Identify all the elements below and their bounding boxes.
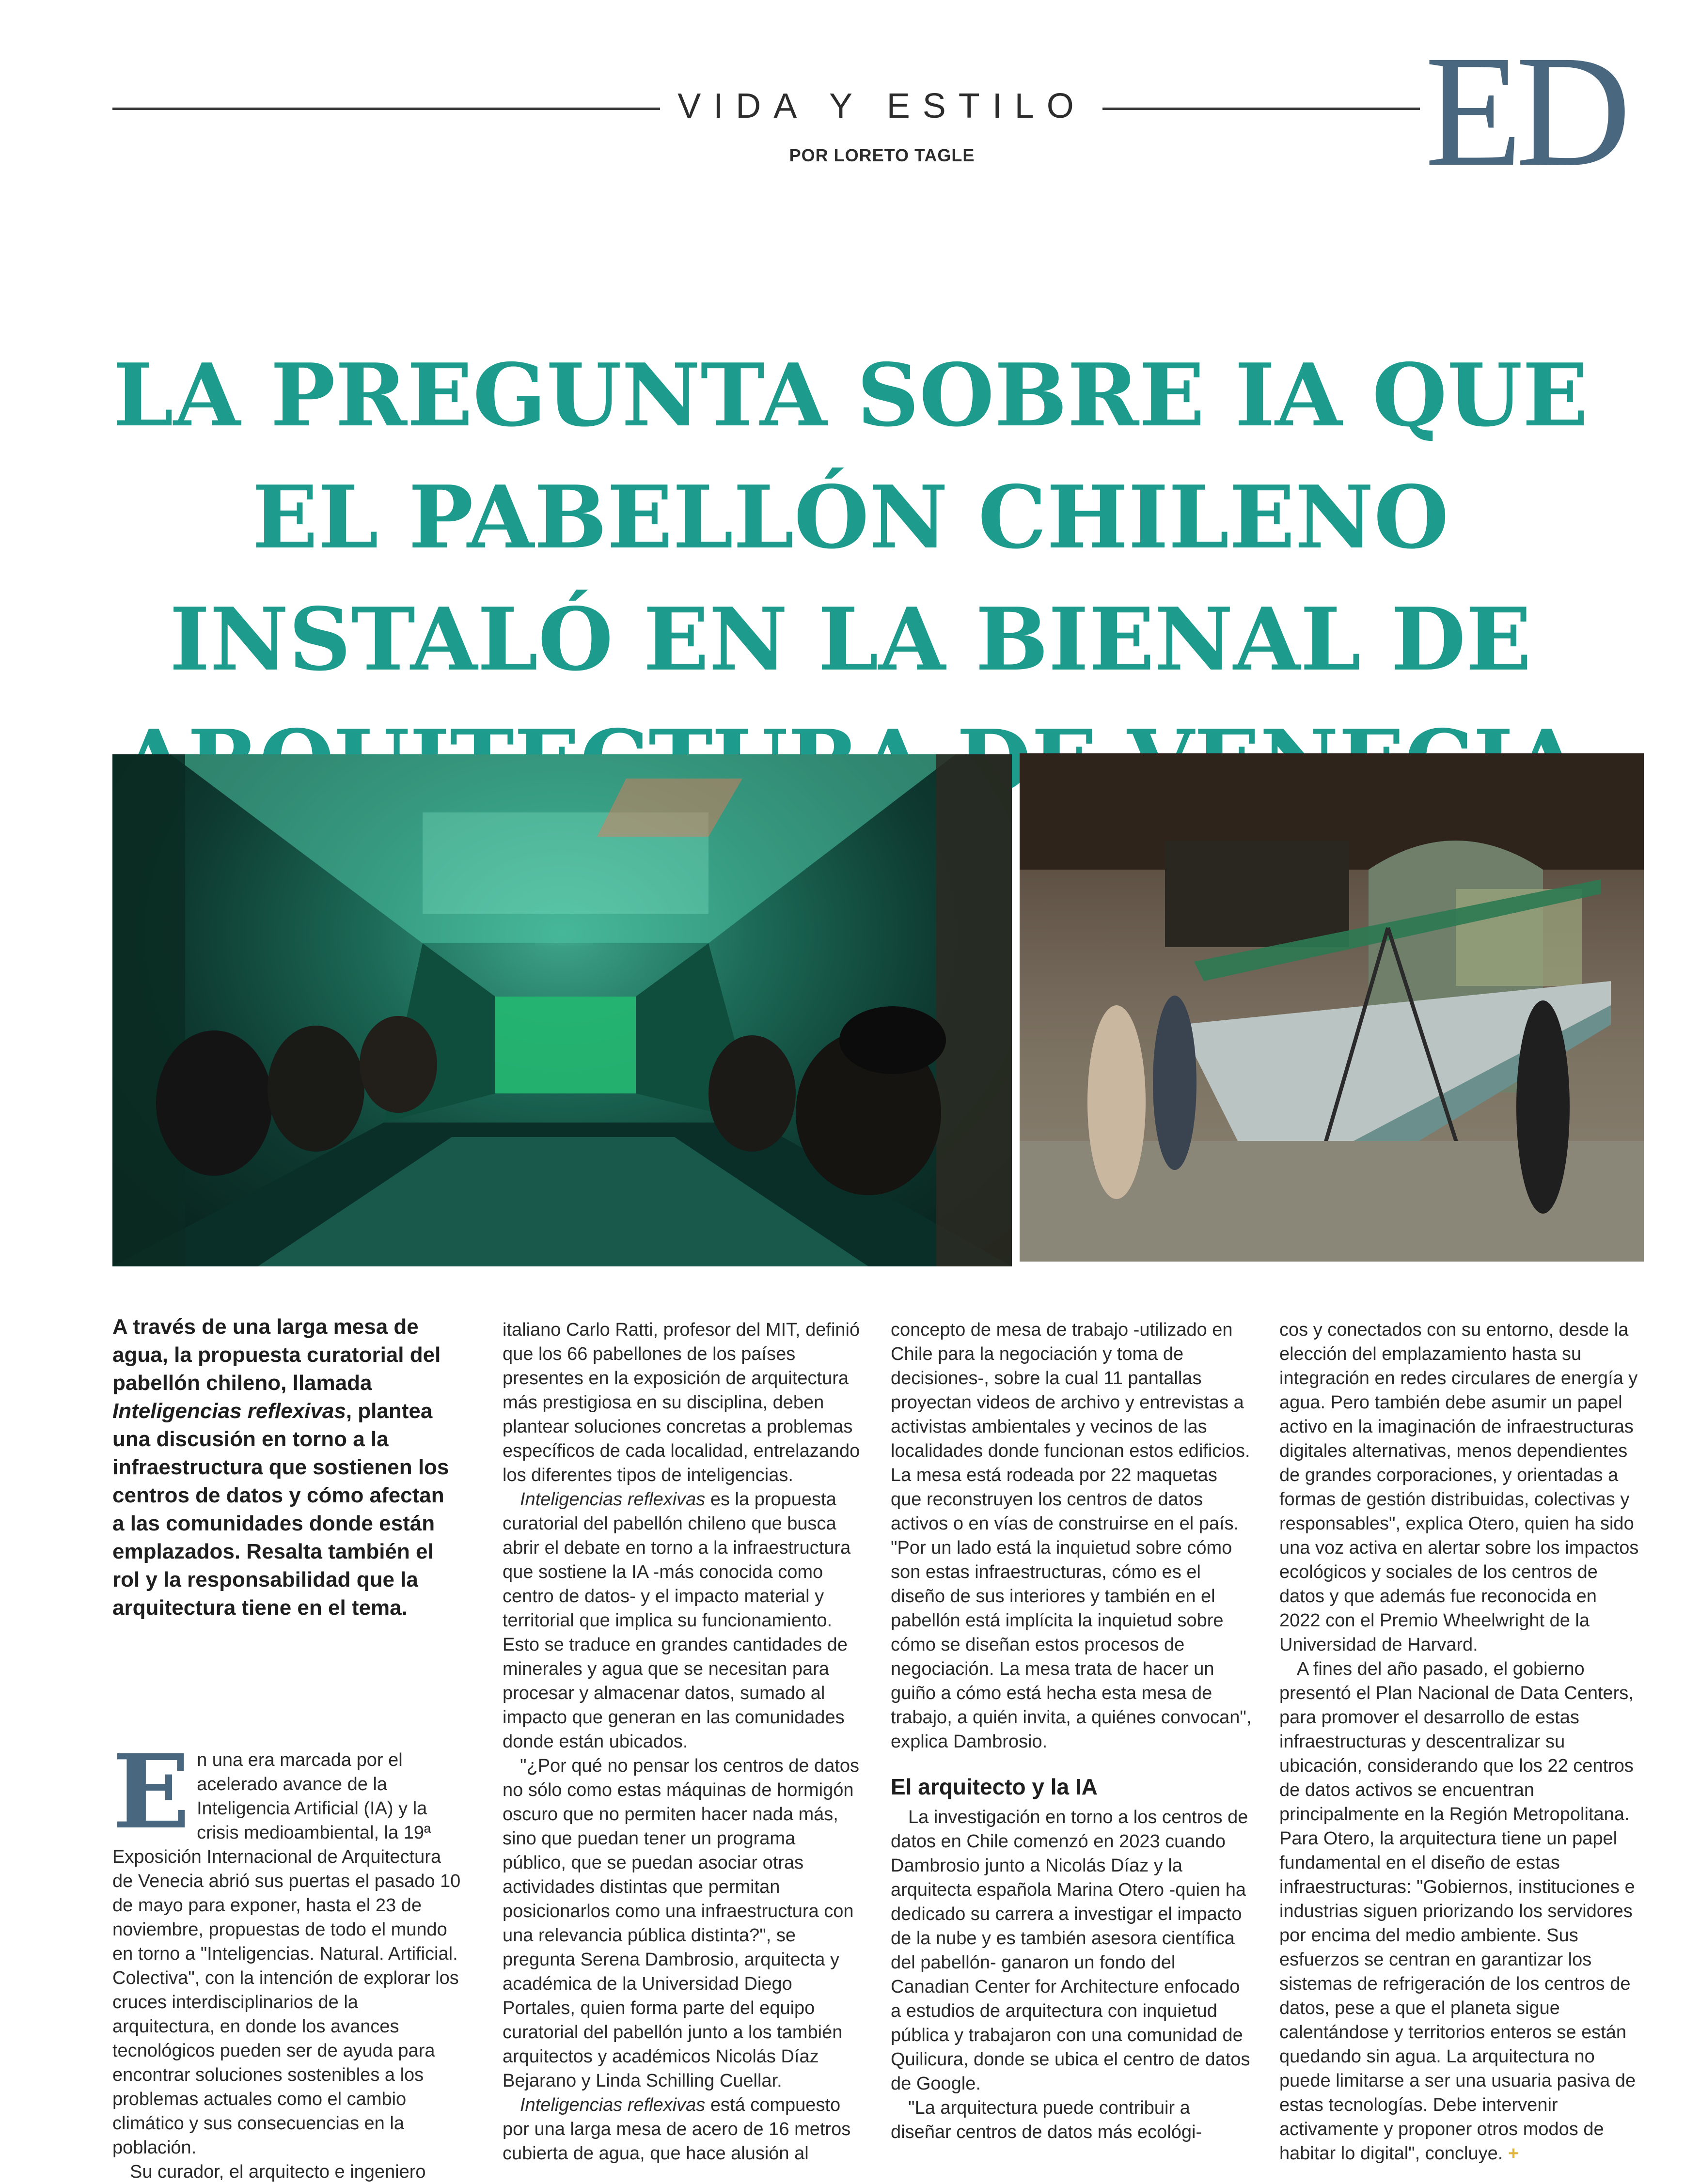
body-project-name: Inteligencias reflexivas xyxy=(520,2095,706,2115)
publication-logo: ED xyxy=(1425,23,1624,200)
body-paragraph: concepto de mesa de trabajo -utilizado en Chile para la negociación y toma de decisiones-, sobre la cual 11 pantallas proyectan videos de archivo y entrevistas a activistas ambientales y vecinos de las localidades donde funcionan estos edificios. La mesa está rodeada por 22 maquetas que reconstruyen los centros de datos activos o en vías de construirse en el país. "Por un lado está la inquietud sobre cómo son estas infraestructuras, cómo es el diseño de sus interiores y también en el pabellón está implícita la inquietud sobre cómo se diseñan estos procesos de negociación. La mesa trata de hacer un guiño a cómo está hecha esta mesa de trabajo, a quién invita, a quiénes convocan", explica Dambrosio. xyxy=(891,1320,1252,1752)
body-paragraph xyxy=(503,1487,864,1754)
lede-text-start: A través de una larga mesa de agua, la propuesta curatorial del pabellón chileno, llamada xyxy=(112,1315,441,1395)
body-paragraph-text: A fines del año pasado, el gobierno presentó el Plan Nacional de Data Centers, para promover el desarrollo de estas infraestructuras y descentralizar su ubicación, considerando que los 22 centros de datos activos se encuentran principalmente en la Región Metropolitana. Para Otero, la arquitectura tiene un papel fundamental en el diseño de estas infraestructuras: "Gobiernos, instituciones e industrias siguen priorizando los servidores por encima del medio ambiente. Sus esfuerzos se centran en garantizar los sistemas de refrigeración de los centros de datos, pese a que el planeta sigue calentándose y territorios enteros se están quedando sin agua. La arquitectura no puede limitarse a ser una usuaria pasiva de estas tecnologías. Debe intervenir activamente y proponer otros modos de habitar lo digital", concluye. xyxy=(1279,1659,1636,2164)
lede-project-name: Inteligencias reflexivas xyxy=(112,1399,346,1423)
photo-pavilion-exhibition-hall-art xyxy=(1020,753,1644,1262)
body-paragraph xyxy=(503,2093,864,2166)
header-rule-left xyxy=(112,108,660,110)
drop-cap: E xyxy=(112,1732,190,1852)
headline: LA PREGUNTA SOBRE IA QUE EL PABELLÓN CHILENO INSTALÓ EN LA BIENAL DE xyxy=(112,344,1589,690)
body-paragraph-text: n una era marcada por el acelerado avance de la Inteligencia Artificial (IA) y la crisis medioambiental, la 19ª Exposición Internacional de Arquitectura de Venecia abrió sus puertas el pasado 10 de mayo para exponer, hasta el 23 de noviembre, propuestas de todo el mundo en torno a "Inteligencias. Natural. Artificial. Colectiva", con la intención de explorar los cruces interdisciplinarios de la arquitectura, en donde los avances tecnológicos pueden ser de ayuda para encontrar soluciones sostenibles a los problemas actuales como el cambio climático y sus consecuencias en la población. xyxy=(112,1750,461,2158)
end-mark: + xyxy=(1508,2143,1519,2164)
lede-text-end: , plantea una discusión en torno a la infraestructura que sostienen los centros de datos y cómo afectan a las comunidades donde están emplazados. Resalta también el rol y la responsabilidad que la arquitectura tiene en el tema. xyxy=(112,1399,449,1620)
subheading: El arquitecto y la IA xyxy=(891,1774,1098,1799)
body-column-4 xyxy=(1279,1318,1640,2166)
photo-pavilion-exhibition-hall xyxy=(1020,753,1644,1262)
body-column-3 xyxy=(891,1318,1252,2144)
body-column-2 xyxy=(503,1318,864,2166)
photo-pavilion-table-visitors xyxy=(112,754,1012,1266)
body-paragraph: "La arquitectura puede contribuir a diseñar centros de datos más ecológi- xyxy=(891,2098,1202,2142)
body-paragraph: La investigación en torno a los centros de datos en Chile comenzó en 2023 cuando Dambrosio junto a Nicolás Díaz y la arquitecta española Marina Otero -quien ha dedicado su carrera a investigar el impacto de la nube y es también asesora científica del pabellón- ganaron un fondo del Canadian Center for Architecture enfocado a estudios de arquitectura con inquietud pública y trabajaron con una comunidad de Quilicura, donde se ubica el centro de datos de Google. xyxy=(891,1807,1250,2094)
body-paragraph-text: está compuesto por una larga mesa de acero de 16 metros cubierta de agua, que hace alusión al xyxy=(503,2095,851,2164)
body-paragraph: Su curador, el arquitecto e ingeniero xyxy=(130,2162,426,2182)
header-rule-right xyxy=(1102,108,1420,110)
body-paragraph xyxy=(112,1732,464,2160)
byline: POR LORETO TAGLE xyxy=(789,145,975,165)
body-column-1 xyxy=(112,1732,464,2184)
section-title: VIDA Y ESTILO xyxy=(677,87,1086,125)
lede xyxy=(112,1313,456,1622)
body-paragraph: italiano Carlo Ratti, profesor del MIT, definió que los 66 pabellones de los países presentes en la exposición de arquitectura más prestigiosa en su disciplina, deben plantear soluciones concretas a problemas específicos de cada localidad, entrelazando los diferentes tipos de inteligencias. xyxy=(503,1320,860,1485)
photo-pavilion-table-visitors-art xyxy=(112,754,1012,1266)
body-paragraph: cos y conectados con su entorno, desde la elección del emplazamiento hasta su integración en redes circulares de energía y agua. Pero también debe asumir un papel activo en la imaginación de infraestructuras digitales alternativas, menos dependientes de grandes corporaciones, y orientadas a formas de gestión distribuidas, colectivas y responsables", explica Otero, quien ha sido una voz activa en alertar sobre los impactos ecológicos y sociales de los centros de datos y que además fue reconocida en 2022 con el Premio Wheelwright de la Universidad de Harvard. xyxy=(1279,1320,1639,1655)
body-paragraph xyxy=(1279,1657,1640,2166)
body-project-name: Inteligencias reflexivas xyxy=(520,1489,706,1510)
body-paragraph: "¿Por qué no pensar los centros de datos no sólo como estas máquinas de hormigón oscuro que no permiten hacer nada más, sino que puedan tener un programa público, que se puedan asociar otras actividades distintas que permitan posicionarlos como una infraestructura con una relevancia pública distinta?", se pregunta Serena Dambrosio, arquitecta y académica de la Universidad Diego Portales, quien forma parte del equipo curatorial del pabellón junto a los también arquitectos y académicos Nicolás Díaz Bejarano y Linda Schilling Cuellar. xyxy=(503,1756,860,2091)
body-paragraph-text: es la propuesta curatorial del pabellón chileno que busca abrir el debate en torno a la infraestructura que sostiene la IA -más conocida como centro de datos- y el impacto material y territorial que implica su funcionamiento. Esto se traduce en grandes cantidades de minerales y agua que se necesitan para procesar y almacenar datos, sumado al impacto que generan en las comunidades donde están ubicados. xyxy=(503,1489,851,1752)
